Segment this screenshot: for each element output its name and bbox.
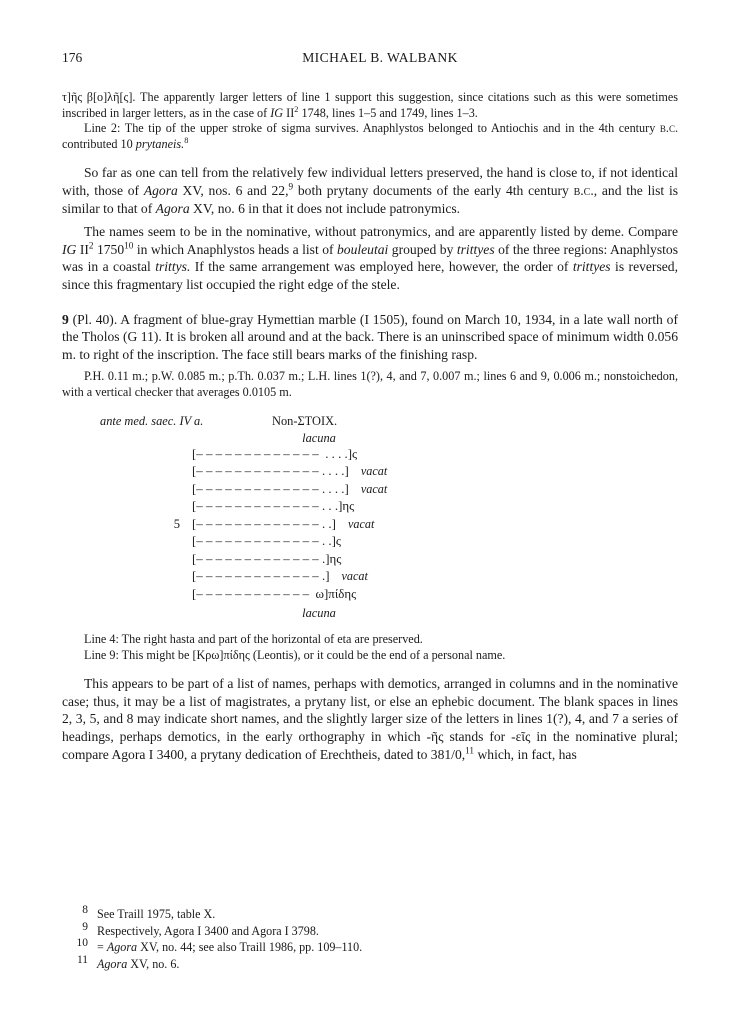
line-notes — [62, 632, 678, 663]
footnote-text: Respectively, Agora I 3400 and Agora I 3798. — [97, 923, 319, 938]
line-text: [– – – – – – – – – – – – – . .] — [192, 516, 336, 531]
inscription-line — [154, 499, 514, 517]
running-title: MICHAEL B. WALBANK — [302, 50, 458, 65]
line-text: [– – – – – – – – – – – – – .] — [192, 569, 330, 583]
line-text: [– – – – – – – – – – – – – . .]ς — [192, 534, 342, 548]
paragraph-4: The names seem to be in the nominative, without patronymics, and are apparently listed by deme. Compare IG $II^2$ 1750$^{10}$ in which Anaphlystos heads a list of bouleutai grouped by trittyes of the three regions: Anaphlystos was in a coastal trittys. If the same arrangement was employed here, however, the order of trittyes is reversed, since this fragmentary list occupied the right edge of the stele. — [62, 224, 679, 292]
line-text: [– – – – – – – – – – – – – . . .]ης — [192, 499, 355, 513]
footnote-marker: 8 — [82, 904, 88, 917]
paragraph-1: τ]ῆς β[ο]λῆ[ς]. The apparently larger letters of line 1 support this suggestion, since citations such as this were sometimes inscribed in larger letters, as in the case of IG $II^2$ 1748, lines 1–5 and 1749, lines 1–3. — [62, 90, 678, 120]
line-number: 5 — [173, 516, 180, 531]
inscription-lines — [154, 447, 514, 605]
line-note: vacat — [347, 516, 375, 531]
paragraph-7: This appears to be part of a list of names, perhaps with demotics, arranged in columns and in the nominative case; thus, it may be a list of magistrates, a prytany list, or else an ephebic document. The blank spaces in lines 2, 3, 5, and 8 may indicate short names, and the slightly larger size of the letters in lines 1(?), 4, and 7 a series of headings, perhaps demotics, in the early orthography in which -ῆς stands for -εῖς in the nominative plural; compare Agora I 3400, a prytany dedication of Erechtheis, dated to 381/0,11 which, in fact, has — [62, 676, 678, 762]
footnote-marker: 11 — [76, 953, 88, 966]
paragraph-measurements: P.H. 0.11 m.; p.W. 0.085 m.; p.Th. 0.037 m.; L.H. lines 1(?), 4, and 7, 0.007 m.; lines 6 and 9, 0.006 m.; nonstoichedon, with a vertical checker that averages 0.0105 m. — [62, 369, 678, 399]
line-note: vacat — [360, 464, 388, 478]
footnote-item — [62, 906, 678, 922]
footnote-item — [62, 939, 678, 955]
inscription-line — [154, 447, 514, 465]
note-line-9: Line 9: This might be [Κρω]πίδης (Leontis), or it could be the end of a personal name. — [84, 647, 506, 662]
inscription-line — [154, 534, 514, 552]
inscription-line — [154, 569, 514, 587]
footnote-marker: 10 — [76, 937, 88, 950]
lacuna-bottom: lacuna — [302, 606, 336, 620]
footnote-item — [62, 953, 678, 972]
footnote-text: = Agora XV, no. 44; see also Traill 1986, pp. 109–110. — [97, 940, 363, 955]
inscription-header — [62, 414, 678, 429]
footnotes — [62, 906, 678, 972]
line-note: vacat — [341, 569, 368, 583]
lacuna-top: lacuna — [302, 430, 336, 445]
folio-number: 176 — [62, 50, 83, 65]
paragraph-3: So far as one can tell from the relatively few individual letters preserved, the hand is close to, if not identical with, those of Agora XV, nos. 6 and 22,$^9$ both prytany documents of the early 4th century b.c., and the list is similar to that of Agora XV, no. 6 in that it does not include patronymics. — [62, 165, 679, 216]
inscription-date-note: ante med. saec. IV a. — [100, 413, 204, 428]
paragraph-2: Line 2: The tip of the upper stroke of sigma survives. Anaphlystos belonged to Antiochis and in the 4th century b.c. contributed 10 prytaneis.$^8$ — [62, 121, 678, 151]
footnote-text: Agora XV, no. 6. — [97, 956, 180, 971]
inscription-line — [154, 587, 514, 605]
line-text: [– – – – – – – – – – – – – . . . .] — [192, 481, 349, 496]
inscription-line — [154, 482, 514, 500]
line-text: [– – – – – – – – – – – – – . . . .] — [192, 464, 349, 478]
footnote-marker: 9 — [82, 920, 88, 933]
footnote-item — [62, 920, 678, 939]
inscription-line — [154, 552, 514, 570]
inscription-line — [154, 464, 514, 482]
running-header — [62, 50, 678, 68]
line-note: vacat — [360, 481, 388, 496]
line-text: [– – – – – – – – – – – – – .]ης — [192, 551, 342, 566]
line-text: [– – – – – – – – – – – – ω]πίδης — [192, 586, 357, 601]
footnote-text: See Traill 1975, table X. — [97, 907, 216, 922]
note-line-4: Line 4: The right hasta and part of the horizontal of eta are preserved. — [84, 632, 423, 646]
paragraph-entry-9: 9 (Pl. 40). A fragment of blue-gray Hymettian marble (I 1505), found on March 10, 1934, in a late wall north of the Tholos (G 11). It is broken all around and at the back. There is an uninscribed space of minimum width 0.056 m. to right of the inscription. The face still bears marks of the finishing rasp. — [62, 311, 678, 362]
inscription-layout-note: Non-ΣΤΟΙΧ. — [272, 413, 338, 428]
line-text: [– – – – – – – – – – – – – . . . .]ς — [192, 446, 358, 461]
inscription-block — [62, 414, 678, 623]
inscription-line — [154, 517, 514, 535]
